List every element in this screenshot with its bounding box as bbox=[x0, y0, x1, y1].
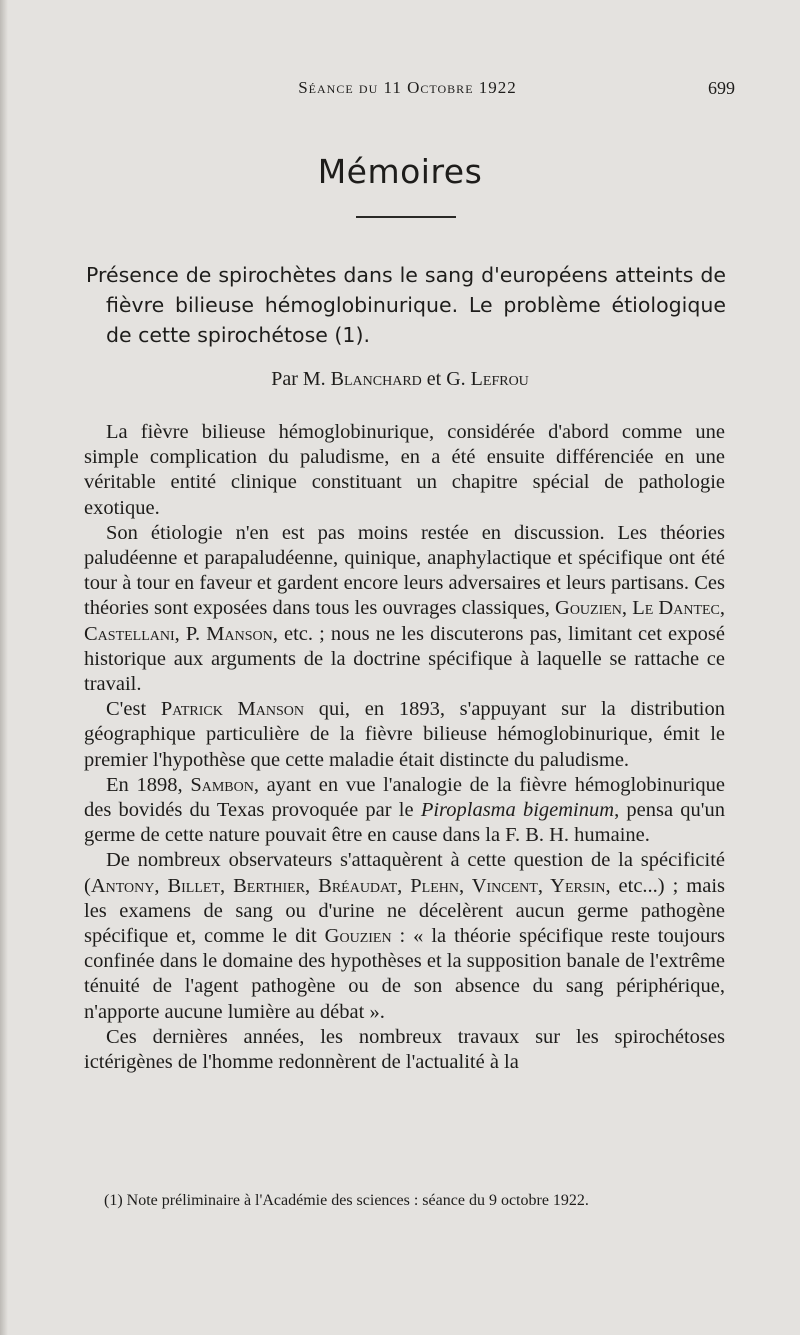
paragraph-text: : « la théorie spécifique reste toujours confinée dans le domaine des hypothèses et la supposition banale de l'extrême ténuité de l'agent pathogène ou de son absence du sang périphérique, n'apporte aucune lumière au débat ». bbox=[84, 925, 725, 1023]
paragraph-text: , P. bbox=[174, 622, 207, 645]
author-ref: Antony, Billet, Berthier, Bréaudat, Plehn, Vincent, Yersin bbox=[90, 874, 606, 897]
paragraph-text: De nombreux observateurs s'attaquèrent à cette question de la spécificité ( bbox=[84, 849, 725, 897]
article-title-line: de cette spirochétose (1). bbox=[106, 323, 370, 347]
author-ref: Sambon bbox=[190, 773, 254, 796]
paragraph-text: C'est bbox=[106, 698, 161, 721]
author-ref: Le Dantec bbox=[632, 597, 720, 620]
article-title-line: Présence de spirochètes dans le sang d'européens atteints de bbox=[86, 263, 726, 287]
author-ref: Gouzien bbox=[555, 597, 622, 620]
author-ref: Manson bbox=[206, 622, 273, 645]
paragraph: La fièvre bilieuse hémoglobinurique, considérée d'abord comme une simple complication du paludisme, en a été ensuite différenciée en une véritable entité clinique constituant un chapitre spécial de pathologie exotique. bbox=[84, 421, 725, 519]
article-title bbox=[86, 260, 726, 350]
title-rule bbox=[356, 216, 456, 218]
paragraph-text: , ayant en vue l'analogie de la fièvre hémoglobinurique des bovidés du Texas provoquée par le bbox=[84, 773, 725, 822]
paragraph-text: qui, en 1893, s'appuyant sur la distribution géographique particulière de la fièvre bilieuse hémoglobinurique, émit le premier l'hypothèse que cette maladie était distincte du paludisme. bbox=[84, 698, 725, 771]
byline-prefix: Par M. bbox=[271, 368, 326, 390]
running-head: Séance du 11 Octobre 1922 bbox=[298, 78, 517, 97]
author-name: Blanchard bbox=[330, 368, 422, 390]
paragraph-text: , bbox=[719, 597, 726, 620]
byline bbox=[0, 368, 800, 391]
author-ref: Castellani bbox=[84, 622, 175, 645]
paragraph-text: , pensa qu'un germe de cette nature pouvait être en cause dans la F. B. H. humaine. bbox=[84, 799, 726, 847]
author-ref: Gouzien bbox=[324, 925, 392, 948]
paragraph-text: Son étiologie n'en est pas moins restée en discussion. Les théories paludéenne et parapaludéenne, quinique, anaphylactique et spécifique ont été tour à tour en faveur et gardent encore leurs adversaires et leurs partisans. Ces théories sont exposées dans tous les ouvrages classiques, bbox=[84, 521, 725, 620]
paragraph-text: , etc...) ; mais les examens de sang ou d'urine ne décelèrent aucun germe pathogène spécifique et, comme le dit bbox=[84, 874, 725, 948]
section-title: Mémoires bbox=[317, 152, 483, 191]
species-name: Piroplasma bigeminum bbox=[420, 799, 615, 822]
page-header bbox=[80, 78, 735, 104]
paragraph-text: En 1898, bbox=[106, 773, 191, 796]
paragraph bbox=[84, 521, 725, 697]
footnote: (1) Note préliminaire à l'Académie des sciences : séance du 9 octobre 1922. bbox=[104, 1192, 589, 1209]
paragraph bbox=[84, 697, 725, 773]
paragraph bbox=[84, 848, 725, 1024]
article-body bbox=[84, 420, 725, 1075]
paragraph bbox=[84, 773, 725, 849]
page-edge-shadow bbox=[0, 0, 8, 1335]
paragraph-text: , etc. ; nous ne les discuterons pas, limitant cet exposé historique aux arguments de la doctrine spécifique à laquelle se rattache ce travail. bbox=[84, 622, 725, 696]
article-title-line: fièvre bilieuse hémoglobinurique. Le problème étiologique bbox=[106, 293, 726, 317]
author-ref: Patrick Manson bbox=[160, 698, 304, 721]
page-number: 699 bbox=[708, 78, 735, 98]
paragraph-text: , bbox=[621, 597, 633, 620]
author-name: Lefrou bbox=[470, 368, 529, 390]
paragraph: Ces dernières années, les nombreux travaux sur les spirochétoses ictérigènes de l'homme redonnèrent de l'actualité à la bbox=[84, 1025, 725, 1074]
byline-conj: et G. bbox=[426, 368, 466, 390]
